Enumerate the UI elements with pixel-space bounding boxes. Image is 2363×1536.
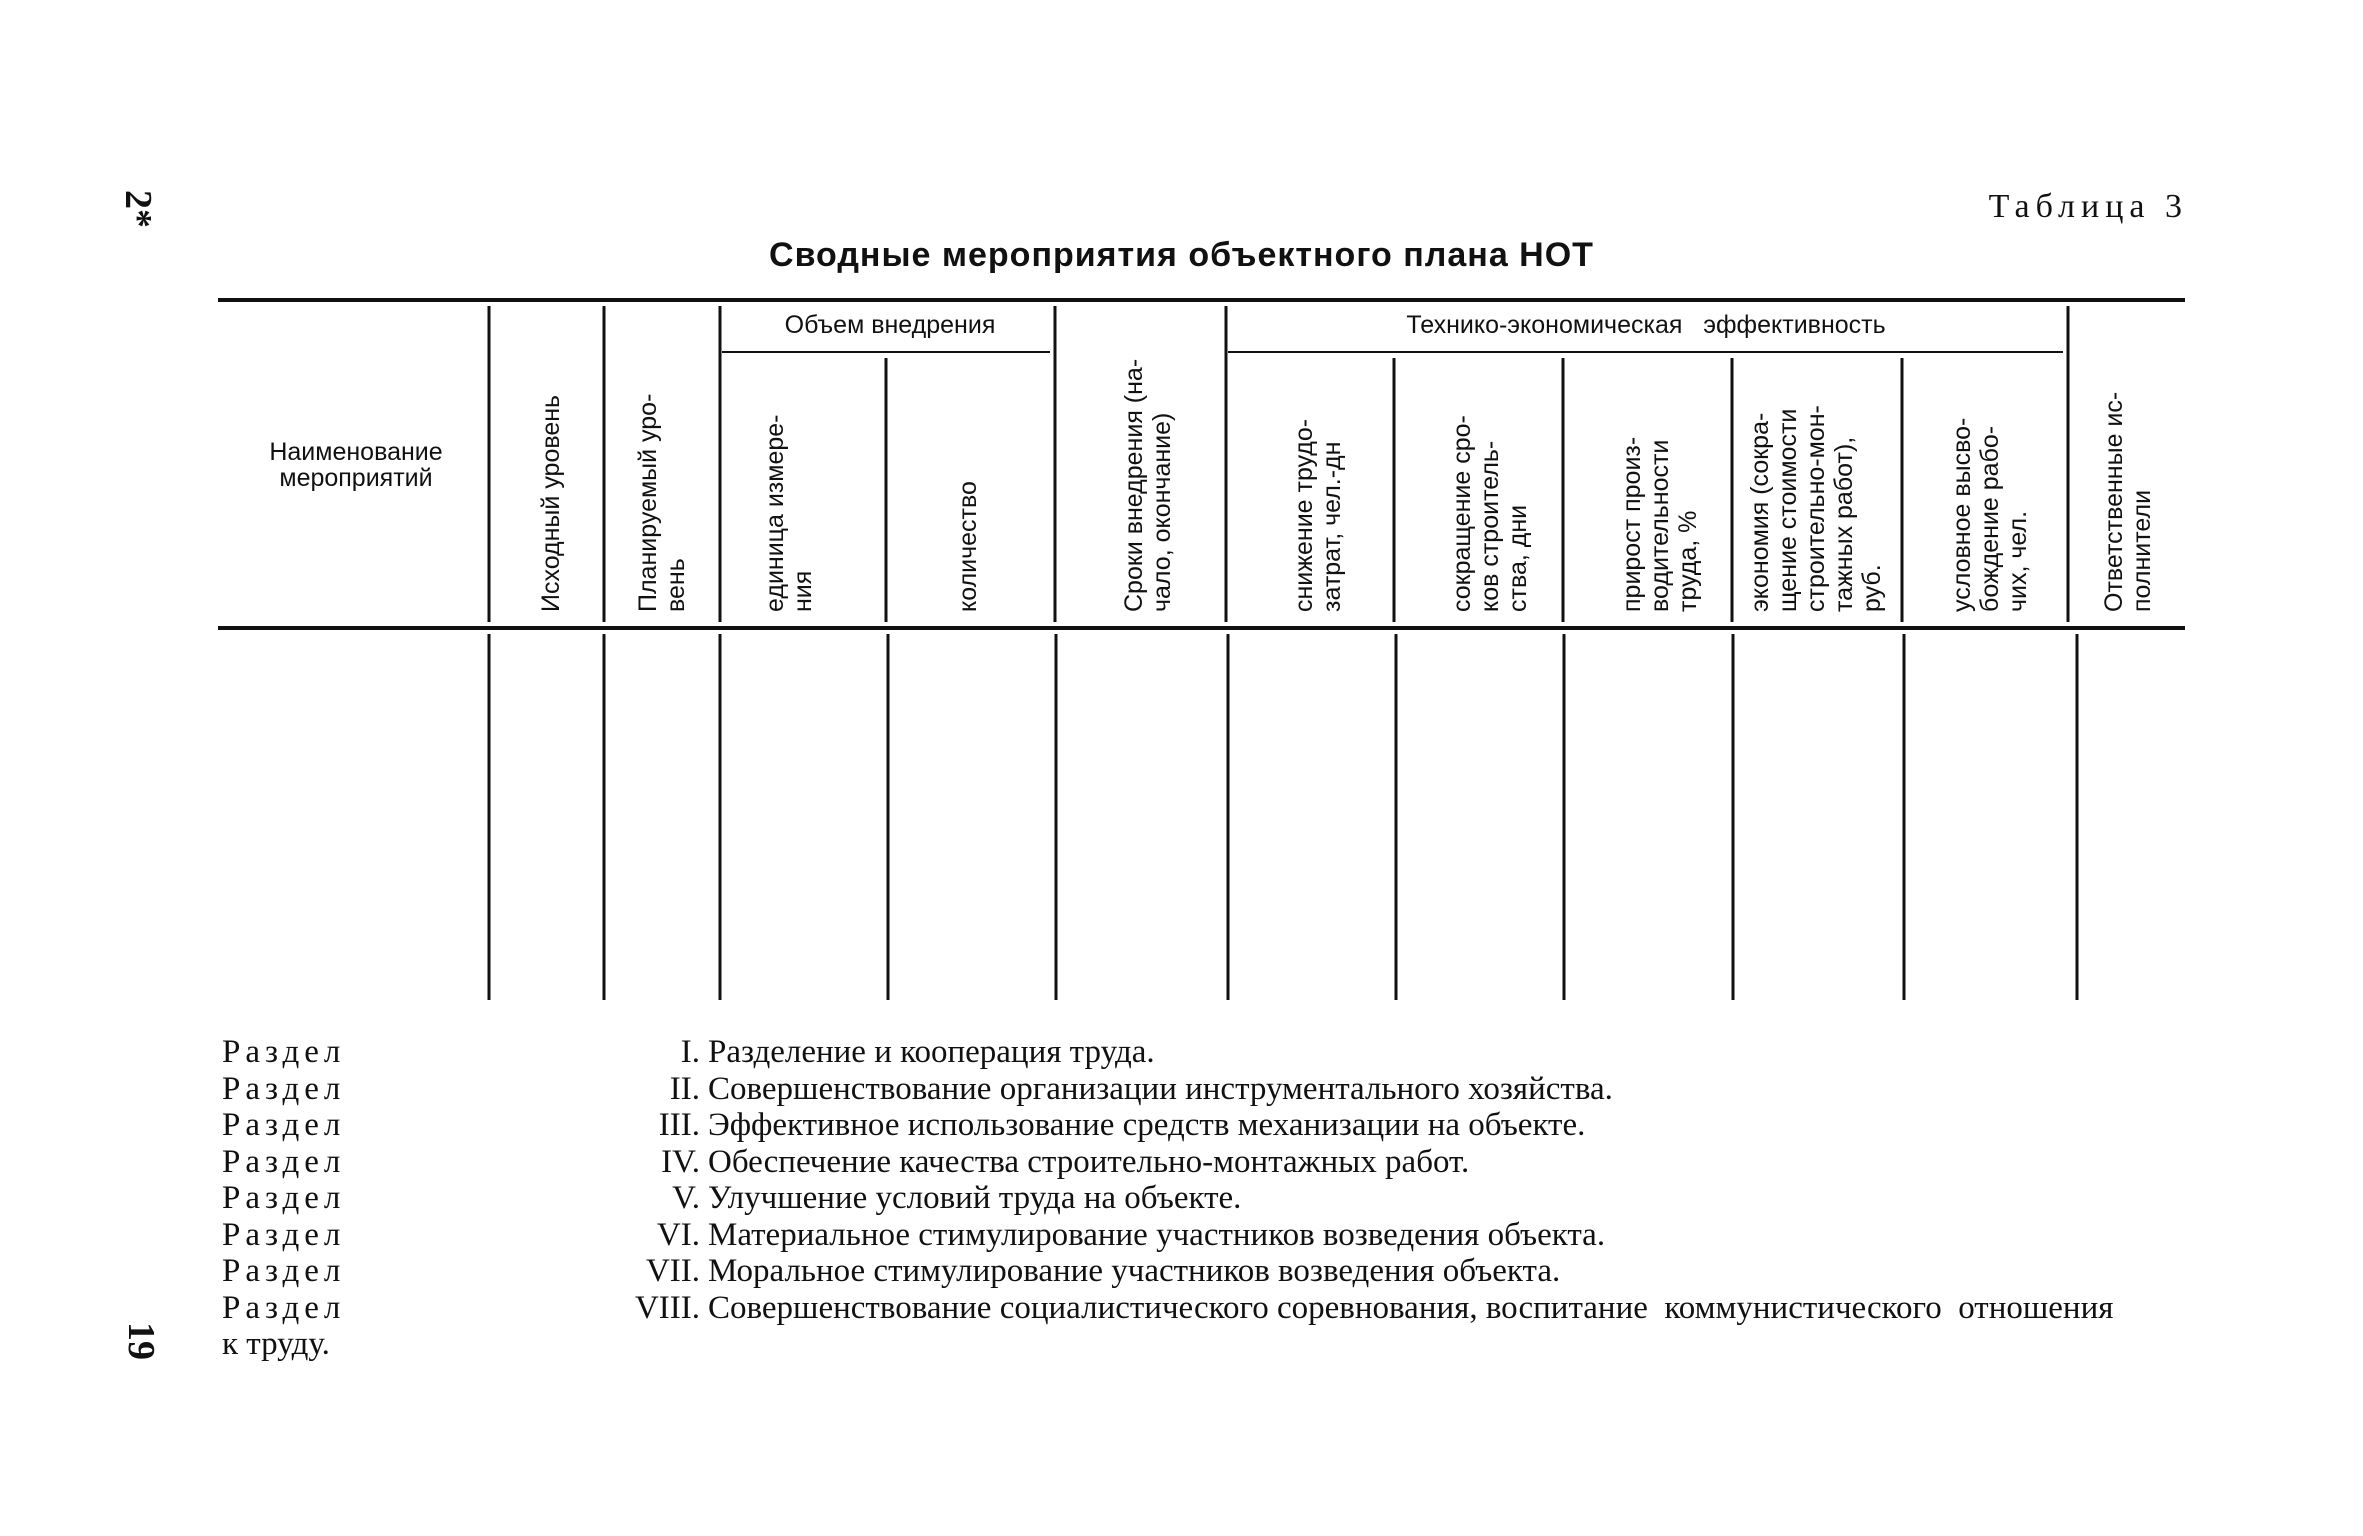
header-responsible: Ответственные ис- bbox=[2100, 391, 2128, 612]
header-name: мероприятий bbox=[279, 464, 433, 492]
section-number: I. bbox=[680, 1034, 700, 1070]
section-number: VI. bbox=[656, 1216, 700, 1253]
section-word: Раздел bbox=[222, 1289, 346, 1326]
section-number: IV. bbox=[661, 1143, 700, 1180]
section-last-line: к труду. bbox=[222, 1326, 330, 1362]
header-terms: чало, окончание) bbox=[1148, 412, 1176, 612]
header-time-reduction: ства, дни bbox=[1504, 504, 1532, 612]
header-economy: тажных работ), bbox=[1830, 436, 1858, 612]
header-unit: ния bbox=[789, 570, 817, 612]
section-title: Совершенствование организации инструментального хозяйства. bbox=[708, 1070, 1613, 1107]
header-quantity: количество bbox=[954, 481, 982, 612]
section-word: Раздел bbox=[222, 1253, 346, 1289]
section-title: Совершенствование социалистического соревнования, воспитание коммунистического отношения bbox=[708, 1289, 2114, 1326]
header-worker-release: бождение рабо- bbox=[1976, 425, 2004, 612]
header-planned-level: вень bbox=[662, 558, 690, 612]
header-worker-release: чих, чел. bbox=[2004, 510, 2032, 612]
section-number: V. bbox=[672, 1180, 700, 1216]
section-number: VII. bbox=[645, 1253, 700, 1289]
section-title: Улучшение условий труда на объекте. bbox=[708, 1180, 1242, 1216]
header-productivity: водительности bbox=[1646, 439, 1674, 612]
section-number: II. bbox=[669, 1070, 700, 1107]
header-economy: руб. bbox=[1858, 564, 1886, 612]
header-initial-level: Исходный уровень bbox=[537, 394, 565, 612]
header-labor-reduction: затрат, чел.-дн bbox=[1318, 441, 1346, 612]
section-word: Раздел bbox=[222, 1143, 346, 1180]
page-title: Сводные мероприятия объектного плана НОТ bbox=[769, 236, 1594, 274]
section-title: Обеспечение качества строительно-монтажных работ. bbox=[708, 1143, 1470, 1180]
header-economy: экономия (сокра- bbox=[1746, 412, 1774, 612]
header-productivity: труда, % bbox=[1674, 510, 1702, 612]
header-unit: единица измере- bbox=[761, 414, 789, 612]
section-word: Раздел bbox=[222, 1107, 346, 1143]
section-number: III. bbox=[658, 1107, 700, 1143]
header-economy: щение стоимости bbox=[1774, 408, 1802, 612]
section-title: Эффективное использование средств механизации на объекте. bbox=[708, 1107, 1586, 1143]
header-economy: строительно-мон- bbox=[1802, 405, 1830, 612]
header-responsible: полнители bbox=[2128, 489, 2156, 612]
header-terms: Сроки внедрения (на- bbox=[1120, 358, 1148, 612]
header-name: Наименование bbox=[269, 438, 443, 466]
header-efficiency-group: Технико-экономическая эффективность bbox=[1406, 311, 1886, 339]
section-title: Разделение и кооперация труда. bbox=[708, 1034, 1155, 1070]
section-title: Материальное стимулирование участников возведения объекта. bbox=[708, 1216, 1606, 1253]
section-word: Раздел bbox=[222, 1070, 346, 1107]
header-labor-reduction: снижение трудо- bbox=[1290, 418, 1318, 612]
header-productivity: прирост произ- bbox=[1618, 436, 1646, 612]
section-word: Раздел bbox=[222, 1034, 346, 1070]
table-label: Таблица 3 bbox=[1988, 188, 2188, 225]
section-word: Раздел bbox=[222, 1216, 346, 1253]
header-planned-level: Планируемый уро- bbox=[634, 393, 662, 612]
section-number: VIII. bbox=[634, 1289, 700, 1326]
header-volume-group: Объем внедрения bbox=[784, 311, 996, 339]
section-title: Моральное стимулирование участников возведения объекта. bbox=[708, 1253, 1561, 1289]
section-word: Раздел bbox=[222, 1180, 346, 1216]
header-worker-release: условное высво- bbox=[1948, 417, 1976, 612]
page-number: 19 bbox=[120, 1322, 162, 1360]
header-time-reduction: сокращение сро- bbox=[1448, 415, 1476, 612]
header-time-reduction: ков строитель- bbox=[1476, 440, 1504, 612]
margin-signature-mark: 2* bbox=[117, 190, 159, 228]
